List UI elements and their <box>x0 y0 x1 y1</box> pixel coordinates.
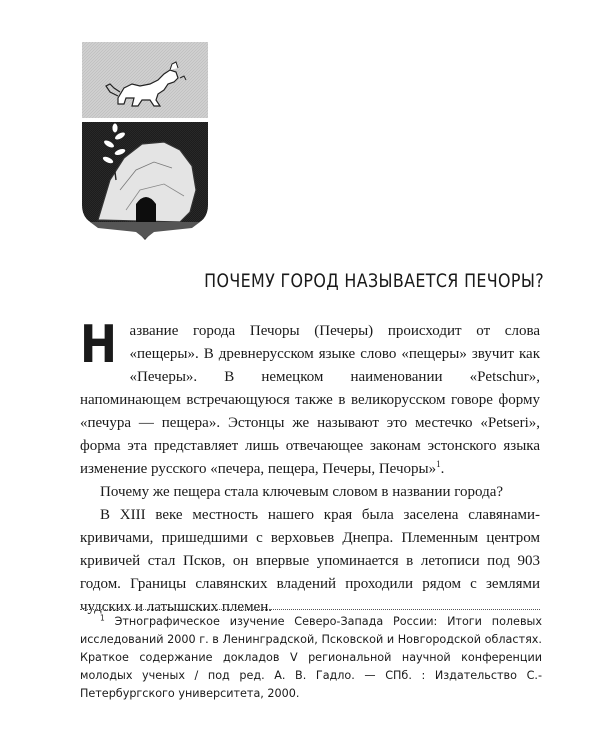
drop-cap: Н <box>80 315 118 375</box>
footnote-reference[interactable]: 1 <box>436 459 441 469</box>
footnote-text: Этнографическое изучение Северо-Запада России: Итоги полевых исследований 2000 г. в Ленинградской, Псковской и Новгородской областях. Краткое содержание докладов V региональной научной конференции молодых ученых / под ред. А. В. Гадло. — СПб. : Издательство С.-Петербургского университета, 2000. <box>80 615 542 700</box>
paragraph-2: Почему же пещера стала ключевым словом в названии города? <box>100 484 504 500</box>
footnote-body <box>80 613 542 703</box>
lion-field <box>82 42 208 118</box>
body-text <box>80 315 540 619</box>
chapter-heading: ПОЧЕМУ ГОРОД НАЗЫВАЕТСЯ ПЕЧОРЫ? <box>204 271 544 292</box>
footnote-mark: 1 <box>100 613 105 623</box>
paragraph-1-text: азвание города Печоры (Печеры) происходит от слова «пещеры». В древнерусском языке слово «пещеры» звучит как «Печеры». В немецком наименовании «Petschur», напоминающем встречающуюся также в великорусском говоре форму «печура — пещера». Эстонцы же называют это местечко «Petseri», форма эта представляет лишь отвечающее законам эстонского языка изменение русского «печера, пещера, Печеры, Печоры» <box>80 323 540 477</box>
pechory-coat-of-arms-icon <box>80 40 210 240</box>
paragraph-3: В XIII веке местность нашего края была заселена славянами-кривичами, пришедшими с верховьев Днепра. Племенным центром кривичей стал Псков, он впервые упоминается в летописи под 903 годом. Границы славянских владений проходили рядом с землями чудских и латышских племен. <box>80 507 540 615</box>
footnote-divider <box>80 609 540 610</box>
paragraph-1: Название города Печоры (Печеры) происходит от слова «пещеры». В древнерусском языке слово «пещеры» звучит как «Печеры». В немецком наименовании «Petschur», напоминающем встречающуюся также в великорусском говоре форму «печура — пещера». Эстонцы же называют это местечко «Petseri», форма эта представляет лишь отвечающее законам эстонского языка изменение русского «печера, пещера, Печеры, Печоры»$^1$. <box>80 315 540 477</box>
footnote <box>80 613 542 703</box>
cave-field <box>82 122 208 240</box>
